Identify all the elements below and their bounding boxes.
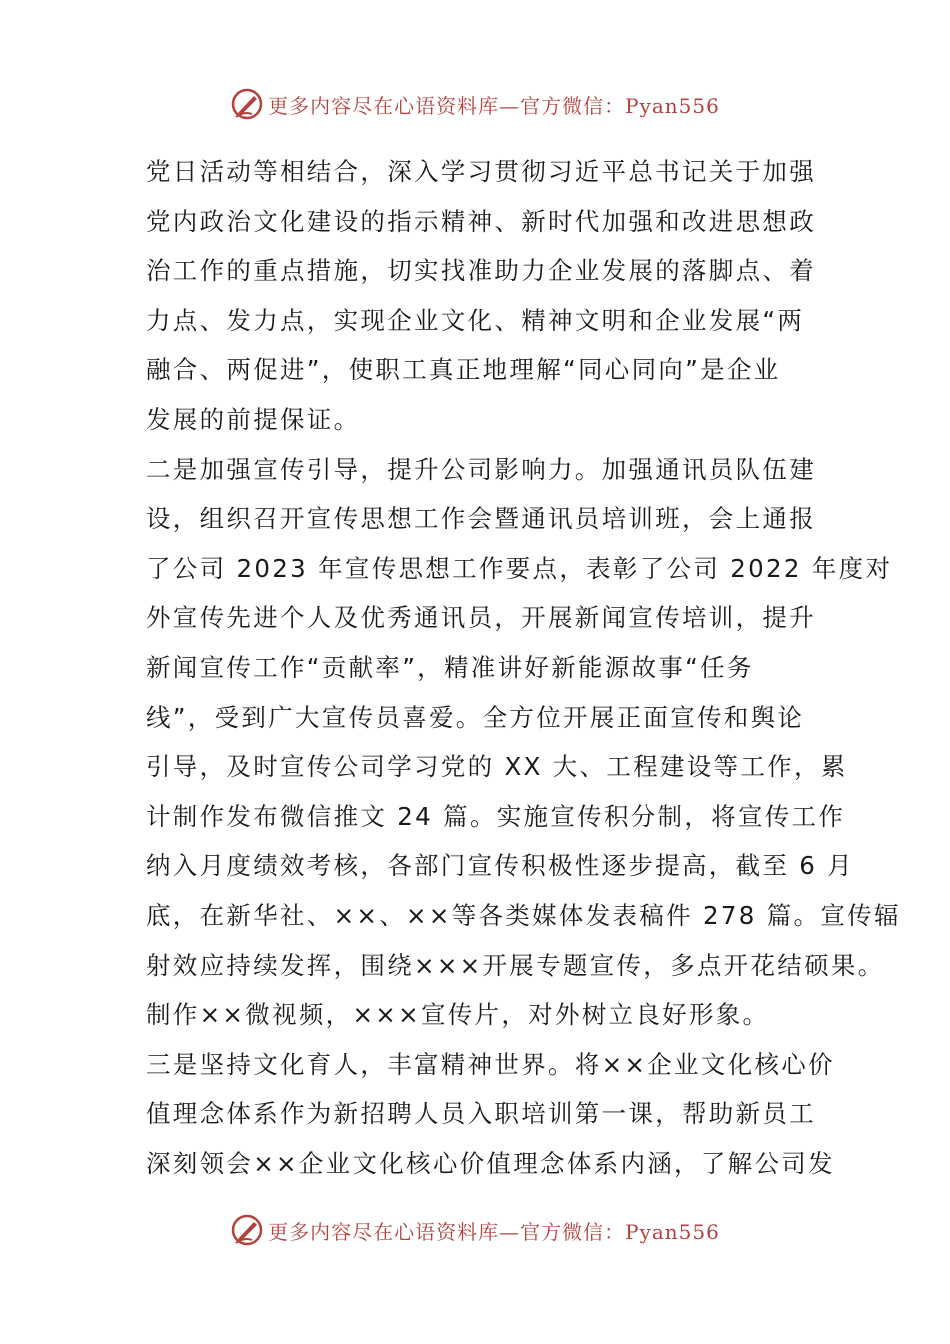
footer-banner — [0, 1210, 950, 1250]
text-line: 值理念体系作为新招聘人员入职培训第一课，帮助新员工 — [146, 1099, 816, 1129]
text-line: 了公司 2023 年宣传思想工作要点，表彰了公司 2022 年度对 — [146, 553, 893, 583]
document-body — [146, 147, 901, 1188]
text-line: 发展的前提保证。 — [146, 404, 361, 434]
text-line: 治工作的重点措施，切实找准助力企业发展的落脚点、着 — [146, 256, 816, 286]
text-line: 线”，受到广大宣传员喜爱。全方位开展正面宣传和舆论 — [146, 702, 805, 732]
text-line: 党日活动等相结合，深入学习贯彻习近平总书记关于加强 — [146, 157, 816, 186]
text-line: 引导，及时宣传公司学习党的 XX 大、工程建设等工作，累 — [146, 752, 848, 782]
text-line: 设，组织召开宣传思想工作会暨通讯员培训班，会上通报 — [146, 504, 816, 534]
pen-logo-icon — [230, 87, 264, 121]
header-banner — [0, 84, 950, 124]
text-line: 融合、两促进”，使职工真正地理解“同心同向”是企业 — [146, 355, 781, 385]
text-line: 计制作发布微信推文 24 篇。实施宣传积分制，将宣传工作 — [146, 801, 846, 831]
header-banner-text: 更多内容尽在心语资料库—官方微信：Pyan556 — [268, 93, 720, 118]
footer-banner-text: 更多内容尽在心语资料库—官方微信：Pyan556 — [268, 1219, 720, 1244]
text-line: 制作××微视频，×××宣传片，对外树立良好形象。 — [146, 1000, 770, 1030]
text-line: 力点、发力点，实现企业文化、精神文明和企业发展“两 — [146, 305, 805, 335]
text-line: 底，在新华社、××、××等各类媒体发表稿件 278 篇。宣传辐 — [146, 900, 901, 930]
text-line: 深刻领会××企业文化核心价值理念体系内涵，了解公司发 — [146, 1148, 835, 1178]
text-line: 新闻宣传工作“贡献率”，精准讲好新能源故事“任务 — [146, 652, 754, 682]
text-line: 外宣传先进个人及优秀通讯员，开展新闻宣传培训，提升 — [146, 603, 816, 633]
text-line: 纳入月度绩效考核，各部门宣传积极性逐步提高，截至 6 月 — [146, 851, 855, 881]
pen-logo-icon — [230, 1213, 264, 1247]
text-line: 三是坚持文化育人，丰富精神世界。将××企业文化核心价 — [146, 1049, 835, 1079]
text-line: 射效应持续发挥，围绕×××开展专题宣传，多点开花结硕果。 — [146, 950, 885, 980]
text-line: 二是加强宣传引导，提升公司影响力。加强通讯员队伍建 — [146, 454, 816, 484]
text-line: 党内政治文化建设的指示精神、新时代加强和改进思想政 — [146, 206, 816, 236]
